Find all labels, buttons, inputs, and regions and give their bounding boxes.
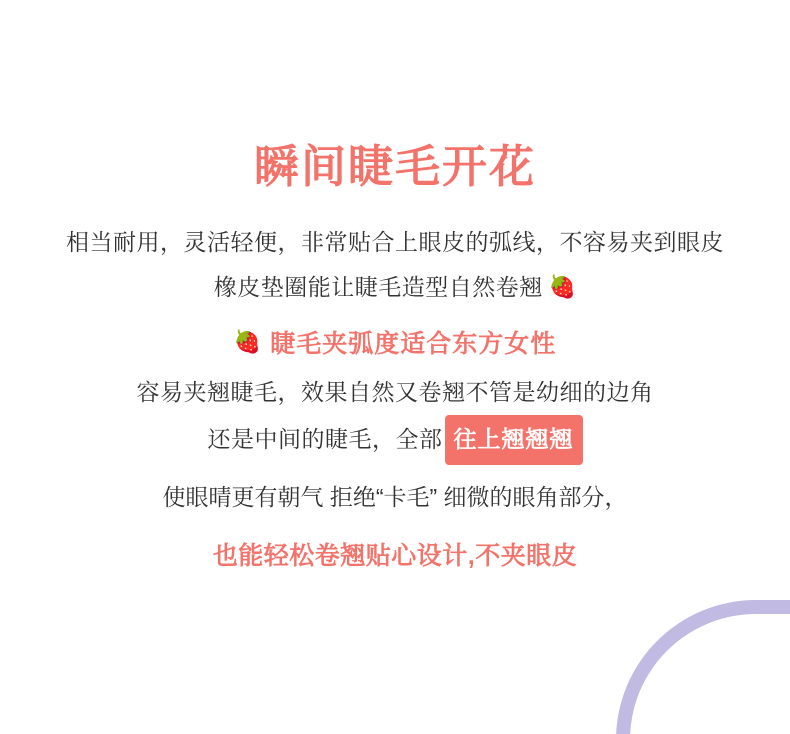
strawberry-icon: 🍓 <box>233 328 263 354</box>
description-line-5: 使眼晴更有朝气 拒绝“卡毛” 细微的眼角部分， <box>162 484 628 511</box>
strawberry-icon: 🍓 <box>548 274 577 300</box>
spacer <box>0 465 790 475</box>
description-line-6: 也能轻松卷翘贴心设计,不夹眼皮 <box>212 542 578 571</box>
page-title: 瞬间睫毛开花 <box>253 141 536 192</box>
highlight-badge: 往上翘翘翘 <box>445 415 583 466</box>
description-line-2: 橡皮垫圈能让睫毛造型自然卷翘 <box>213 273 543 300</box>
description-line-4-prefix: 还是中间的睫毛，全部 <box>207 425 443 452</box>
description-line-2-row <box>0 265 790 310</box>
description-line-1: 相当耐用，灵活轻便，非常贴合上眼皮的弧线，不容易夹到眼皮 <box>66 229 724 255</box>
description-line-3: 容易夹翘睫毛，效果自然又卷翘不管是幼细的边角 <box>136 378 654 405</box>
description-line-4-row <box>0 415 790 466</box>
decorative-arc <box>616 600 790 734</box>
section-subheading <box>0 324 790 360</box>
section-subheading-text: 睫毛夹弧度适合东方女性 <box>270 329 557 358</box>
